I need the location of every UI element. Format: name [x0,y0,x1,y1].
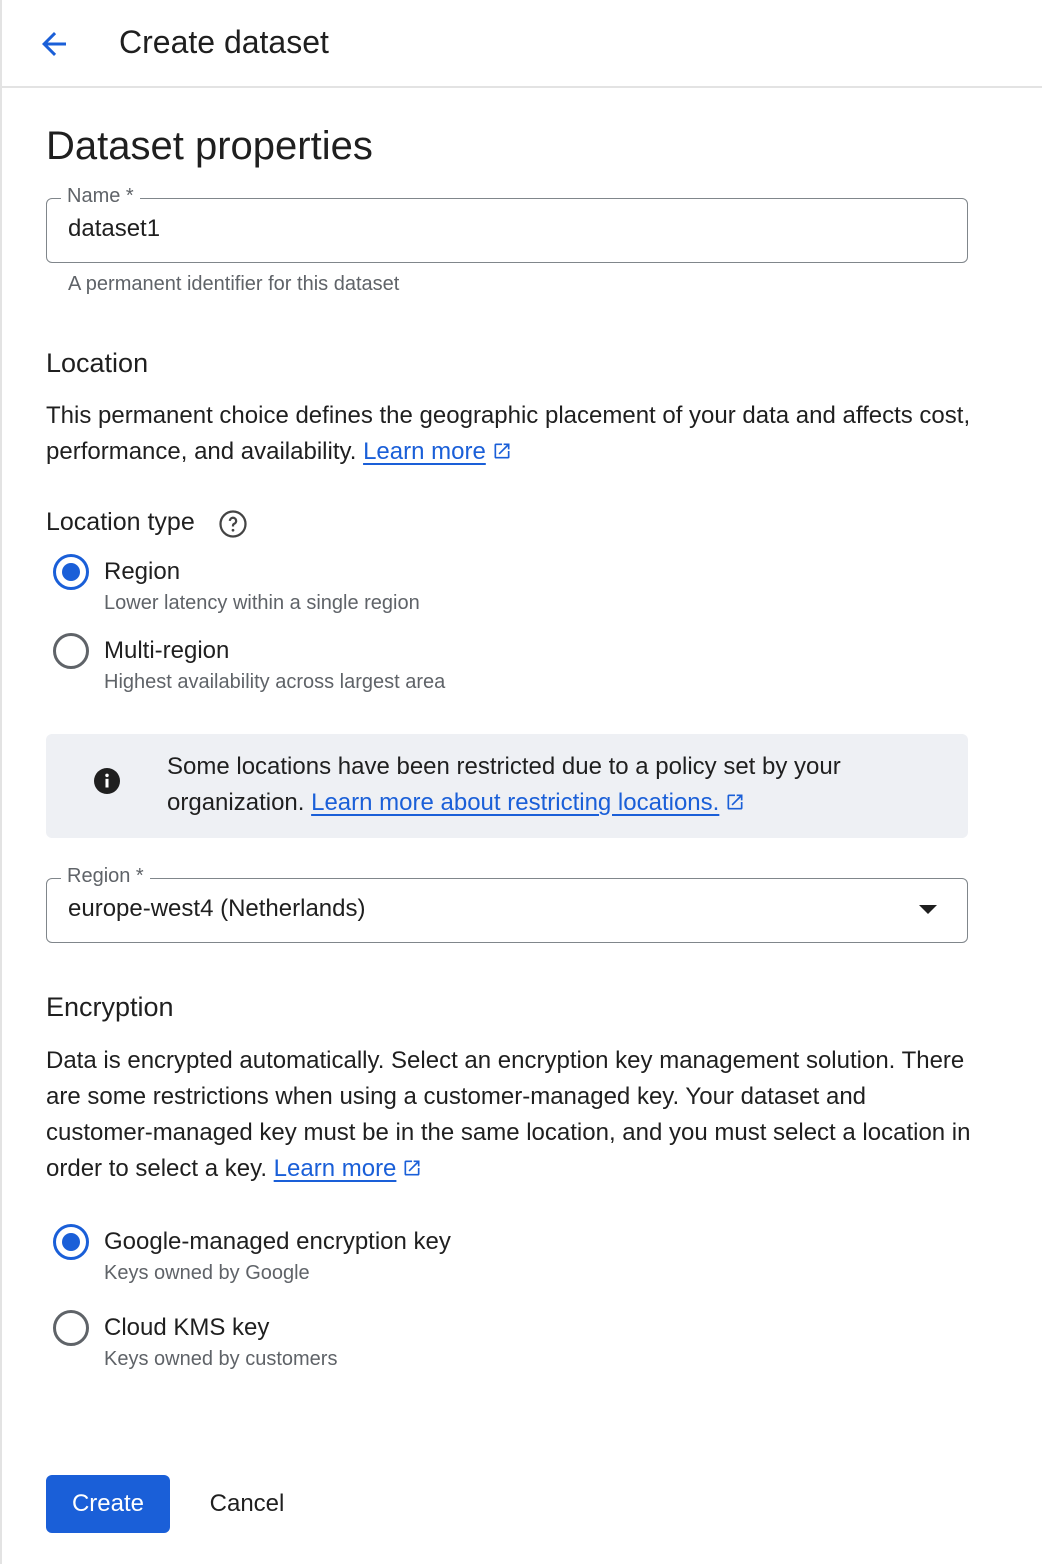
region-option-label: Region [104,558,181,585]
name-value[interactable]: dataset1 [68,215,161,242]
cancel-button[interactable]: Cancel [209,1490,285,1517]
multi-region-option-sub: Highest availability across largest area [104,671,446,693]
radio-cloud-kms-key[interactable] [53,1310,89,1346]
dropdown-arrow-icon [919,905,937,914]
multi-region-option-label: Multi-region [104,637,230,664]
location-description-text: This permanent choice defines the geographic placement of your data and affects cost, performance, and availability. [46,402,971,465]
location-learn-more-link[interactable]: Learn more [363,438,486,465]
radio-multi-region[interactable] [53,633,89,669]
kms-key-sub: Keys owned by customers [104,1348,338,1370]
info-icon [94,768,120,799]
region-label: Region * [61,865,150,888]
page-title: Dataset properties [46,124,373,168]
encryption-description-text: Data is encrypted automatically. Select an encryption key management solution. There are some restrictions when using a customer-managed key. Your dataset and customer-managed key must be in the same location, and you must select a location in order to select a key. [46,1047,971,1182]
radio-google-managed-key[interactable] [53,1224,89,1260]
region-option-sub: Lower latency within a single region [104,592,420,614]
name-input[interactable] [46,185,968,263]
restricting-locations-link[interactable]: Learn more about restricting locations. [311,789,720,816]
notice-text: Some locations have been restricted due to a policy set by your organization. [167,753,841,816]
encryption-learn-more-link[interactable]: Learn more [273,1155,397,1182]
encryption-description [46,1043,976,1189]
page-header-title: Create dataset [119,24,329,60]
name-hint: A permanent identifier for this dataset [68,273,400,295]
name-label: Name * [61,185,140,208]
policy-notice [46,734,968,838]
help-icon[interactable] [218,509,248,544]
back-arrow-icon[interactable] [36,26,72,62]
create-button[interactable]: Create [46,1475,170,1533]
google-key-label: Google-managed encryption key [104,1228,451,1255]
location-heading: Location [46,348,149,378]
external-link-icon [402,1153,422,1189]
kms-key-label: Cloud KMS key [104,1314,270,1341]
external-link-icon [492,436,512,472]
region-value: europe-west4 (Netherlands) [68,895,366,922]
policy-notice-text [167,749,927,823]
location-description [46,398,976,472]
google-key-sub: Keys owned by Google [104,1262,310,1284]
region-select[interactable] [46,865,968,943]
external-link-icon [725,787,745,823]
location-type-label: Location type [46,508,195,536]
radio-region[interactable] [53,554,89,590]
encryption-heading: Encryption [46,992,174,1022]
